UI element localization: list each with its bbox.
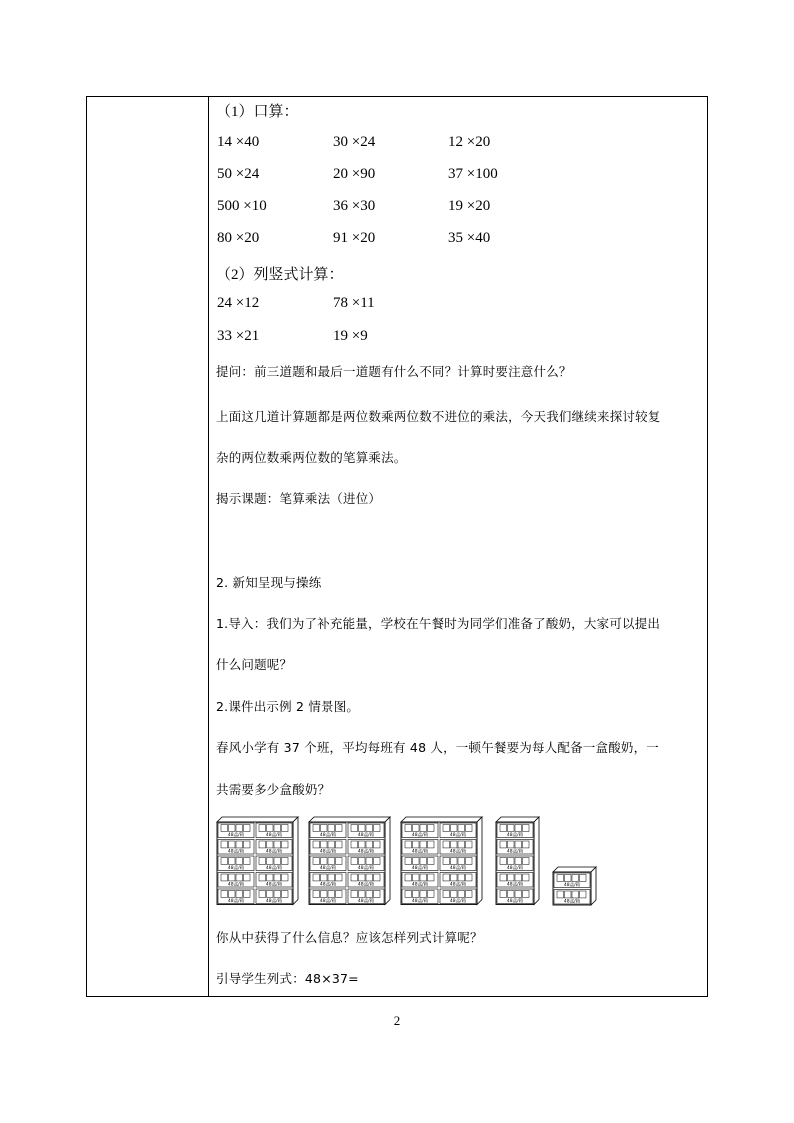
problem-text-line2: 共需要多少盒酸奶？ xyxy=(216,782,331,797)
crate-label: 48盒/箱 xyxy=(357,849,375,855)
section-heading: 2. 新知呈现与操练 xyxy=(216,575,322,590)
yogurt-carton xyxy=(229,841,236,848)
yogurt-carton xyxy=(580,891,587,898)
yogurt-carton xyxy=(374,825,381,832)
crate-label: 48盒/箱 xyxy=(449,899,467,904)
yogurt-carton xyxy=(508,858,515,865)
yogurt-carton xyxy=(366,841,373,848)
crate xyxy=(554,873,590,888)
oral-item: 91 ×20 xyxy=(333,230,376,246)
crate-label: 48盒/箱 xyxy=(265,899,283,904)
crate-label: 48盒/箱 xyxy=(319,849,337,855)
yogurt-carton xyxy=(366,858,373,865)
yogurt-carton xyxy=(374,891,381,898)
step2-text: 2.课件出示例 2 情景图。 xyxy=(216,699,360,714)
yogurt-carton xyxy=(413,858,420,865)
vertical-item: 19 ×9 xyxy=(333,328,368,344)
yogurt-carton xyxy=(523,858,530,865)
oral-item: 30 ×24 xyxy=(333,134,376,150)
yogurt-carton xyxy=(374,841,381,848)
yogurt-carton xyxy=(374,874,381,881)
yogurt-carton xyxy=(443,874,450,881)
oral-item: 500 ×10 xyxy=(217,198,267,214)
column-divider xyxy=(208,97,209,996)
yogurt-carton xyxy=(466,858,473,865)
intro-text-line2: 杂的两位数乘两位数的笔算乘法。 xyxy=(216,450,407,465)
yogurt-carton xyxy=(359,874,366,881)
yogurt-carton xyxy=(413,891,420,898)
crate xyxy=(310,889,346,904)
oral-item: 35 ×40 xyxy=(448,230,491,246)
yogurt-carton xyxy=(443,858,450,865)
step1-text-line1: 1.导入：我们为了补充能量，学校在午餐时为同学们准备了酸奶，大家可以提出 xyxy=(216,616,661,631)
crate xyxy=(348,823,384,838)
vertical-row xyxy=(216,295,696,315)
yogurt-carton xyxy=(428,858,435,865)
crate-label: 48盒/箱 xyxy=(411,899,429,904)
oral-item: 36 ×30 xyxy=(333,198,376,214)
yogurt-carton xyxy=(405,825,412,832)
yogurt-carton xyxy=(244,825,251,832)
crate-side xyxy=(477,817,482,905)
crate-label: 48盒/箱 xyxy=(357,899,375,904)
crate-label: 48盒/箱 xyxy=(227,849,245,855)
yogurt-carton xyxy=(428,841,435,848)
yogurt-carton xyxy=(500,874,507,881)
yogurt-carton xyxy=(351,841,358,848)
yogurt-carton xyxy=(451,841,458,848)
yogurt-carton xyxy=(221,891,228,898)
yogurt-carton xyxy=(267,858,274,865)
vertical-heading: （2）列竖式计算： xyxy=(216,267,344,283)
crate xyxy=(497,840,533,855)
yogurt-carton xyxy=(313,858,320,865)
yogurt-carton xyxy=(420,874,427,881)
yogurt-carton xyxy=(267,825,274,832)
yogurt-carton xyxy=(565,875,572,882)
yogurt-carton xyxy=(466,891,473,898)
crate xyxy=(218,840,254,855)
yogurt-carton xyxy=(523,841,530,848)
yogurt-carton xyxy=(229,891,236,898)
crate-label: 48盒/箱 xyxy=(411,882,429,888)
info-question-text: 你从中获得了什么信息？应该怎样列式计算呢？ xyxy=(216,930,483,945)
crate xyxy=(218,823,254,838)
yogurt-carton xyxy=(244,841,251,848)
oral-item: 20 ×90 xyxy=(333,166,376,182)
crate xyxy=(256,823,292,838)
crate xyxy=(310,873,346,888)
crate-label: 48盒/箱 xyxy=(265,849,283,855)
yogurt-carton xyxy=(267,841,274,848)
crate-top xyxy=(496,817,539,822)
yogurt-carton xyxy=(428,874,435,881)
yogurt-carton xyxy=(500,825,507,832)
yogurt-carton xyxy=(274,874,281,881)
yogurt-carton xyxy=(572,875,579,882)
yogurt-carton xyxy=(336,825,343,832)
crate-label: 48盒/箱 xyxy=(449,882,467,888)
crate-label: 48盒/箱 xyxy=(319,882,337,888)
yogurt-carton xyxy=(282,891,289,898)
crate-label: 48盒/箱 xyxy=(411,866,429,871)
yogurt-carton xyxy=(313,891,320,898)
yogurt-carton xyxy=(282,841,289,848)
yogurt-carton xyxy=(420,891,427,898)
oral-item: 14 ×40 xyxy=(217,134,260,150)
yogurt-carton xyxy=(221,841,228,848)
yogurt-carton xyxy=(229,858,236,865)
yogurt-carton xyxy=(328,841,335,848)
crate xyxy=(440,889,476,904)
yogurt-carton xyxy=(336,858,343,865)
yogurt-carton xyxy=(508,874,515,881)
yogurt-carton xyxy=(221,874,228,881)
yogurt-carton xyxy=(221,825,228,832)
crate xyxy=(440,856,476,871)
yogurt-carton xyxy=(274,858,281,865)
yogurt-carton xyxy=(274,825,281,832)
yogurt-carton xyxy=(500,841,507,848)
crate xyxy=(218,873,254,888)
crate-label: 48盒/箱 xyxy=(411,849,429,855)
crate xyxy=(348,856,384,871)
yogurt-carton xyxy=(428,825,435,832)
oral-item: 80 ×20 xyxy=(217,230,260,246)
crate-top xyxy=(553,867,596,872)
yogurt-carton xyxy=(321,874,328,881)
crate-label: 48盒/箱 xyxy=(357,866,375,871)
yogurt-carton xyxy=(259,858,266,865)
crate-label: 48盒/箱 xyxy=(227,866,245,871)
crate xyxy=(310,840,346,855)
yogurt-carton xyxy=(328,874,335,881)
yogurt-carton xyxy=(451,874,458,881)
crate-label: 48盒/箱 xyxy=(449,833,467,838)
yogurt-crates-illustration xyxy=(216,813,616,913)
crate xyxy=(440,823,476,838)
yogurt-carton xyxy=(282,825,289,832)
yogurt-carton xyxy=(366,874,373,881)
crate xyxy=(218,889,254,904)
yogurt-carton xyxy=(500,891,507,898)
crate-label: 48盒/箱 xyxy=(227,882,245,888)
yogurt-carton xyxy=(359,825,366,832)
vertical-item: 24 ×12 xyxy=(217,295,260,311)
yogurt-carton xyxy=(267,874,274,881)
step1-text-line2: 什么问题呢？ xyxy=(216,657,293,672)
yogurt-carton xyxy=(259,891,266,898)
yogurt-carton xyxy=(443,841,450,848)
yogurt-carton xyxy=(351,825,358,832)
yogurt-carton xyxy=(267,891,274,898)
crate xyxy=(402,856,438,871)
yogurt-carton xyxy=(236,858,243,865)
crate-side xyxy=(591,867,596,905)
yogurt-carton xyxy=(508,825,515,832)
yogurt-carton xyxy=(458,891,465,898)
crate-label: 48盒/箱 xyxy=(506,882,524,888)
yogurt-carton xyxy=(515,858,522,865)
crate xyxy=(497,889,533,904)
yogurt-carton xyxy=(221,858,228,865)
yogurt-carton xyxy=(244,874,251,881)
yogurt-carton xyxy=(405,858,412,865)
crate xyxy=(256,840,292,855)
yogurt-carton xyxy=(313,841,320,848)
problem-text-line1: 春风小学有 37 个班，平均每班有 48 人，一顿午餐要为每人配备一盒酸奶，一 xyxy=(216,740,660,755)
yogurt-carton xyxy=(336,874,343,881)
yogurt-carton xyxy=(413,825,420,832)
oral-row xyxy=(216,230,696,250)
crate-label: 48盒/箱 xyxy=(506,899,524,904)
yogurt-carton xyxy=(336,891,343,898)
yogurt-carton xyxy=(523,874,530,881)
topic-text: 揭示课题：笔算乘法（进位） xyxy=(216,491,382,506)
crate xyxy=(256,856,292,871)
yogurt-carton xyxy=(313,874,320,881)
oral-item: 37 ×100 xyxy=(448,166,498,182)
yogurt-carton xyxy=(405,841,412,848)
yogurt-carton xyxy=(515,891,522,898)
oral-item: 50 ×24 xyxy=(217,166,260,182)
crate-side xyxy=(293,817,298,905)
crate xyxy=(402,889,438,904)
oral-row xyxy=(216,198,696,218)
yogurt-carton xyxy=(500,858,507,865)
crate-label: 48盒/箱 xyxy=(506,849,524,855)
yogurt-carton xyxy=(443,891,450,898)
guide-text: 引导学生列式：48×37= xyxy=(216,971,359,986)
oral-item: 12 ×20 xyxy=(448,134,491,150)
yogurt-carton xyxy=(565,891,572,898)
yogurt-carton xyxy=(244,858,251,865)
page-number: 2 xyxy=(393,1013,401,1028)
yogurt-carton xyxy=(523,891,530,898)
yogurt-carton xyxy=(466,825,473,832)
crate-label: 48盒/箱 xyxy=(265,866,283,871)
yogurt-carton xyxy=(328,825,335,832)
vertical-item: 33 ×21 xyxy=(217,328,260,344)
crate xyxy=(440,840,476,855)
oral-heading: （1）口算： xyxy=(216,104,299,120)
yogurt-carton xyxy=(458,825,465,832)
yogurt-carton xyxy=(557,891,564,898)
crate xyxy=(310,823,346,838)
yogurt-carton xyxy=(420,825,427,832)
crate-label: 48盒/箱 xyxy=(265,833,283,838)
crate xyxy=(554,890,590,905)
yogurt-carton xyxy=(351,891,358,898)
oral-item: 19 ×20 xyxy=(448,198,491,214)
crate-label: 48盒/箱 xyxy=(411,833,429,838)
yogurt-carton xyxy=(321,841,328,848)
yogurt-carton xyxy=(515,874,522,881)
yogurt-carton xyxy=(508,841,515,848)
yogurt-carton xyxy=(259,874,266,881)
yogurt-carton xyxy=(366,825,373,832)
question-text: 提问：前三道题和最后一道题有什么不同？计算时要注意什么？ xyxy=(216,364,572,379)
crate-label: 48盒/箱 xyxy=(227,899,245,904)
yogurt-carton xyxy=(236,841,243,848)
yogurt-carton xyxy=(420,858,427,865)
crate-label: 48盒/箱 xyxy=(563,899,581,905)
yogurt-carton xyxy=(428,891,435,898)
yogurt-carton xyxy=(443,825,450,832)
yogurt-carton xyxy=(508,891,515,898)
lesson-table xyxy=(86,96,708,997)
crate-label: 48盒/箱 xyxy=(506,866,524,871)
crate xyxy=(348,840,384,855)
crate-side xyxy=(534,817,539,905)
yogurt-carton xyxy=(259,841,266,848)
yogurt-carton xyxy=(236,891,243,898)
yogurt-carton xyxy=(557,875,564,882)
crate xyxy=(256,873,292,888)
crate-label: 48盒/箱 xyxy=(357,882,375,888)
lesson-content-cell xyxy=(216,97,701,996)
yogurt-carton xyxy=(458,841,465,848)
yogurt-carton xyxy=(359,858,366,865)
crate xyxy=(497,873,533,888)
yogurt-carton xyxy=(229,825,236,832)
yogurt-carton xyxy=(274,841,281,848)
yogurt-carton xyxy=(458,874,465,881)
intro-text-line1: 上面这几道计算题都是两位数乘两位数不进位的乘法，今天我们继续来探讨较复 xyxy=(216,409,661,424)
vertical-item: 78 ×11 xyxy=(333,295,375,311)
crate-label: 48盒/箱 xyxy=(357,833,375,838)
crate-top xyxy=(401,817,482,822)
crate-label: 48盒/箱 xyxy=(265,882,283,888)
yogurt-carton xyxy=(515,825,522,832)
crate xyxy=(402,873,438,888)
yogurt-carton xyxy=(328,891,335,898)
crate-label: 48盒/箱 xyxy=(319,899,337,904)
crate xyxy=(402,840,438,855)
yogurt-carton xyxy=(236,825,243,832)
yogurt-carton xyxy=(259,825,266,832)
oral-row xyxy=(216,166,696,186)
crate-label: 48盒/箱 xyxy=(563,883,581,888)
yogurt-carton xyxy=(413,841,420,848)
crate xyxy=(497,823,533,838)
yogurt-carton xyxy=(321,858,328,865)
yogurt-carton xyxy=(405,891,412,898)
yogurt-carton xyxy=(229,874,236,881)
yogurt-carton xyxy=(244,891,251,898)
yogurt-carton xyxy=(282,858,289,865)
yogurt-carton xyxy=(451,825,458,832)
crate xyxy=(497,856,533,871)
yogurt-carton xyxy=(405,874,412,881)
yogurt-carton xyxy=(336,841,343,848)
yogurt-carton xyxy=(451,891,458,898)
yogurt-carton xyxy=(313,825,320,832)
crate xyxy=(348,889,384,904)
crate-top xyxy=(217,817,298,822)
yogurt-carton xyxy=(321,825,328,832)
crate-label: 48盒/箱 xyxy=(449,866,467,871)
yogurt-carton xyxy=(458,858,465,865)
yogurt-carton xyxy=(359,891,366,898)
vertical-row xyxy=(216,328,696,348)
yogurt-carton xyxy=(328,858,335,865)
yogurt-carton xyxy=(351,874,358,881)
yogurt-carton xyxy=(321,891,328,898)
yogurt-carton xyxy=(236,874,243,881)
crate-label: 48盒/箱 xyxy=(319,866,337,871)
crate-label: 48盒/箱 xyxy=(506,833,524,838)
crate xyxy=(218,856,254,871)
crate xyxy=(402,823,438,838)
yogurt-carton xyxy=(374,858,381,865)
yogurt-carton xyxy=(515,841,522,848)
yogurt-carton xyxy=(451,858,458,865)
yogurt-carton xyxy=(420,841,427,848)
crate-side xyxy=(385,817,390,905)
crate xyxy=(310,856,346,871)
yogurt-carton xyxy=(282,874,289,881)
yogurt-carton xyxy=(466,841,473,848)
crate-label: 48盒/箱 xyxy=(319,833,337,838)
yogurt-carton xyxy=(274,891,281,898)
crate-label: 48盒/箱 xyxy=(449,849,467,855)
crate xyxy=(348,873,384,888)
crate-top xyxy=(309,817,390,822)
yogurt-carton xyxy=(580,875,587,882)
yogurt-carton xyxy=(523,825,530,832)
yogurt-carton xyxy=(413,874,420,881)
yogurt-carton xyxy=(572,891,579,898)
crate xyxy=(256,889,292,904)
yogurt-carton xyxy=(359,841,366,848)
oral-row xyxy=(216,134,696,154)
crate xyxy=(440,873,476,888)
crate-label: 48盒/箱 xyxy=(227,833,245,838)
yogurt-carton xyxy=(366,891,373,898)
yogurt-carton xyxy=(351,858,358,865)
yogurt-carton xyxy=(466,874,473,881)
